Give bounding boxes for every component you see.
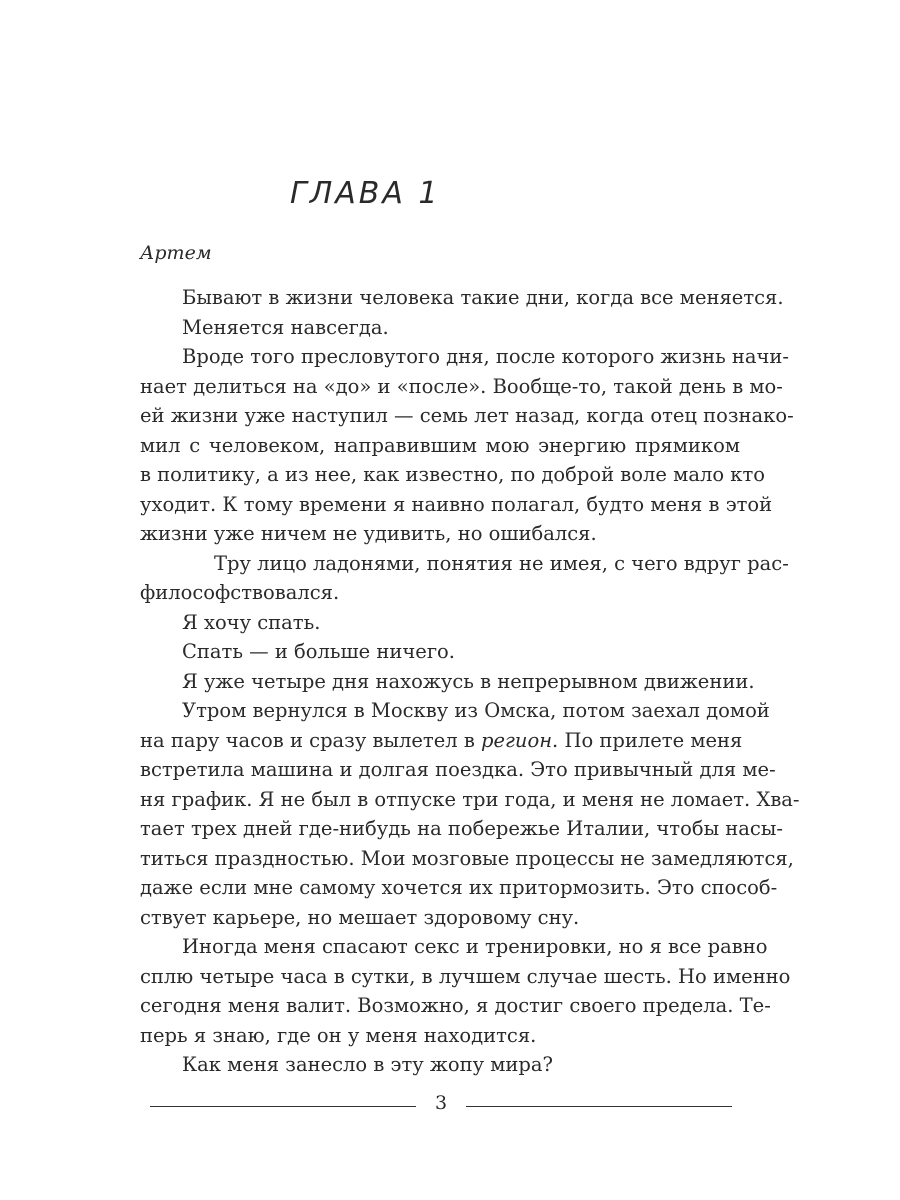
text-line: философствовался.: [140, 581, 340, 604]
text-line: встретила машина и долгая поездка. Это привычный для ме-: [140, 758, 776, 781]
text-line: уходит. К тому времени я наивно полагал, будто меня в этой: [140, 492, 773, 516]
text-segment: на пару часов и сразу вылетел в: [140, 728, 482, 752]
text-line: даже если мне самому хочется их притормозить. Это способ-: [140, 876, 778, 899]
text-line: ствует карьере, но мешает здоровому сну.: [140, 905, 580, 929]
text-line: ня график. Я не был в отпуске три года, и меня не ломает. Хва-: [140, 787, 800, 811]
narrator-name: Артем: [140, 242, 212, 264]
text-line: Я хочу спать.: [182, 610, 321, 634]
text-line: ей жизни уже наступил — семь лет назад, когда отец познако-: [140, 404, 794, 427]
text-line: Спать — и больше ничего.: [182, 640, 455, 663]
text-line: жизни уже ничем не удивить, но ошибался.: [140, 522, 597, 545]
text-line: перь я знаю, где он у меня находится.: [140, 1023, 537, 1047]
page-number: 3: [434, 1092, 448, 1114]
text-line: титься праздностью. Мои мозговые процессы не замедляются,: [140, 846, 794, 870]
footer-rule-left: [150, 1106, 416, 1107]
text-line: сплю четыре часа в сутки, в лучшем случае шесть. Но именно: [140, 964, 791, 988]
body-text: [140, 283, 800, 1080]
text-segment: . По прилете меня: [552, 728, 743, 752]
emphasized-word: регион: [481, 728, 553, 752]
text-line: в политику, а из нее, как известно, по доброй воле мало кто: [140, 463, 765, 486]
text-line: Как меня занесло в эту жопу мира?: [182, 1053, 553, 1076]
text-line-with-emphasis: [140, 726, 743, 756]
text-line: Я уже четыре дня нахожусь в непрерывном движении.: [182, 669, 755, 693]
text-line: Вроде того пресловутого дня, после которого жизнь начи-: [182, 345, 789, 368]
text-line: мил с человеком, направившим мою энергию прямиком: [140, 433, 740, 457]
text-line: сегодня меня валит. Возможно, я достиг своего предела. Те-: [140, 994, 771, 1017]
text-line: Меняется навсегда.: [182, 315, 389, 339]
text-line: Иногда меня спасают секс и тренировки, но я все равно: [182, 935, 768, 958]
text-line: Тру лицо ладонями, понятия не имея, с чего вдруг рас-: [214, 551, 789, 575]
chapter-title: ГЛАВА 1: [290, 176, 441, 211]
text-line: Утром вернулся в Москву из Омска, потом заехал домой: [182, 699, 770, 722]
footer-rule-right: [466, 1106, 732, 1107]
text-line: тает трех дней где-нибудь на побережье Италии, чтобы насы-: [140, 817, 783, 840]
text-line: нает делиться на «до» и «после». Вообще-то, такой день в мо-: [140, 374, 783, 398]
text-line: Бывают в жизни человека такие дни, когда все меняется.: [182, 286, 784, 309]
